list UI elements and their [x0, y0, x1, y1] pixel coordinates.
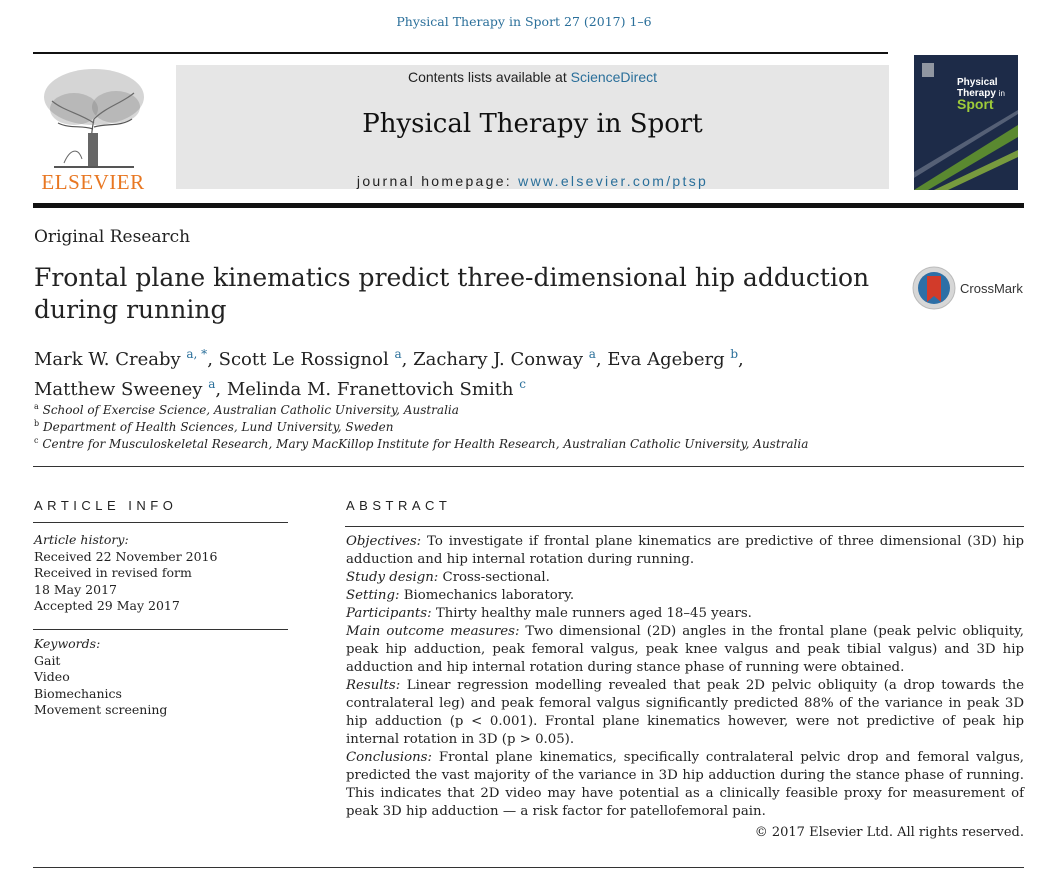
homepage-line	[176, 173, 889, 189]
abstract-text: Thirty healthy male runners aged 18–45 years.	[435, 606, 752, 621]
abstract-paragraph	[346, 749, 1024, 821]
author[interactable]: Eva Ageberg	[607, 349, 725, 370]
contents-line	[176, 69, 889, 85]
author-affiliation-marker[interactable]: a	[208, 377, 216, 391]
sciencedirect-link[interactable]: ScienceDirect	[570, 69, 657, 85]
abstract-label: Conclusions:	[346, 750, 432, 765]
abstract-label: Objectives:	[346, 534, 422, 549]
cover-artwork	[914, 55, 1018, 190]
history-item: Accepted 29 May 2017	[34, 598, 180, 613]
section-divider	[33, 466, 1024, 467]
affiliation-marker: a	[34, 402, 39, 411]
abstract-paragraph	[346, 587, 1024, 605]
affiliation-text: Department of Health Sciences, Lund University, Sweden	[42, 420, 394, 434]
abstract-text: Linear regression modelling revealed that peak 2D pelvic obliquity (a drop towards the contralateral leg) and peak femoral valgus significantly predicted 88% of the variance in peak 3D hip adduction (p < 0.001). Frontal plane kinematics however, were not predictive of peak hip internal rotation in 3D (p > 0.05).	[346, 678, 1024, 747]
author-affiliation-marker[interactable]: b	[730, 347, 739, 361]
abstract-body	[346, 533, 1024, 821]
author-separator: ,	[738, 349, 744, 370]
history-item: Received 22 November 2016	[34, 548, 218, 564]
author-separator: ,	[595, 349, 608, 370]
abstract-text: To investigate if frontal plane kinematics are predictive of three dimensional (3D) hip adduction and hip internal rotation during running.	[346, 534, 1025, 567]
journal-citation[interactable]: Physical Therapy in Sport 27 (2017) 1–6	[396, 14, 652, 29]
header-thick-rule	[33, 203, 1024, 208]
author[interactable]: Melinda M. Franettovich Smith	[226, 379, 514, 400]
author[interactable]: Mark W. Creaby	[34, 349, 181, 370]
cover-line-1: Physical	[957, 77, 998, 88]
contents-prefix: Contents lists available at	[407, 69, 571, 85]
affiliation-marker: b	[34, 419, 40, 428]
keyword: Movement screening	[34, 702, 168, 717]
affiliation	[34, 402, 934, 417]
article-info-rule	[33, 522, 288, 523]
author-affiliation-marker[interactable]: a	[588, 347, 596, 361]
author-separator: ,	[207, 349, 219, 370]
abstract-text: Cross-sectional.	[442, 570, 550, 585]
publisher-wordmark: ELSEVIER	[41, 170, 145, 194]
abstract-paragraph	[346, 533, 1024, 569]
keyword: Biomechanics	[34, 685, 122, 701]
abstract-label: Study design:	[346, 570, 439, 585]
author-affiliation-marker[interactable]: a, *	[186, 347, 208, 361]
abstract-label: Main outcome measures:	[346, 624, 520, 639]
homepage-prefix: journal homepage:	[356, 173, 519, 189]
affiliation-text: Centre for Musculoskeletal Research, Mary MacKillop Institute for Health Research, Australian Catholic University, Australia	[42, 437, 809, 451]
cover-title	[957, 77, 1005, 110]
footer-rule	[33, 867, 1024, 868]
abstract-paragraph	[346, 569, 1024, 587]
author-affiliation-marker[interactable]: c	[519, 377, 526, 391]
cover-in-word: in	[998, 89, 1005, 98]
abstract-text: Biomechanics laboratory.	[403, 588, 575, 603]
abstract-label: Participants:	[346, 606, 432, 621]
journal-banner	[176, 65, 889, 189]
author[interactable]: Zachary J. Conway	[413, 349, 584, 370]
journal-cover-image[interactable]	[914, 55, 1018, 190]
cover-line-2: Therapy	[957, 88, 996, 99]
abstract-text: Frontal plane kinematics, specifically contralateral pelvic drop and femoral valgus, predicted the vast majority of the variance in 3D hip adduction during the stance phase of running. This indicates that 2D video may have potential as a clinically feasible proxy for measurement of peak 3D hip adduction — a risk factor for patellofemoral pain.	[346, 750, 1024, 819]
article-history	[34, 532, 217, 615]
keywords-rule	[33, 629, 288, 630]
affiliation-text: School of Exercise Science, Australian Catholic University, Australia	[42, 403, 459, 417]
history-label: Article history:	[34, 532, 129, 547]
author-separator: ,	[401, 349, 414, 370]
history-item: 18 May 2017	[34, 581, 117, 597]
author[interactable]: Scott Le Rossignol	[218, 349, 389, 370]
affiliation-marker: c	[34, 436, 39, 445]
abstract-heading: ABSTRACT	[346, 498, 452, 513]
keyword: Video	[34, 669, 70, 684]
affiliation	[34, 419, 934, 434]
article-info-heading: ARTICLE INFO	[34, 498, 178, 513]
crossmark-icon[interactable]	[912, 266, 956, 310]
header-rule	[33, 52, 888, 54]
homepage-link[interactable]: www.elsevier.com/ptsp	[518, 173, 709, 189]
author-list	[34, 342, 934, 402]
abstract-paragraph	[346, 605, 1024, 623]
abstract-paragraph	[346, 623, 1024, 677]
abstract-paragraph	[346, 677, 1024, 749]
article-type: Original Research	[34, 227, 191, 247]
abstract-text: Two dimensional (2D) angles in the frontal plane (peak pelvic obliquity, peak hip adduction, peak femoral valgus, peak knee valgus and peak tibial valgus) and 3D hip adduction and hip internal rotation during stance phase of running were obtained.	[346, 624, 1025, 675]
copyright-notice: © 2017 Elsevier Ltd. All rights reserved.	[754, 825, 1024, 840]
author-separator: ,	[215, 379, 227, 400]
author[interactable]: Matthew Sweeney	[34, 379, 203, 400]
abstract-label: Setting:	[346, 588, 400, 603]
history-item: Received in revised form	[34, 565, 192, 580]
abstract-label: Results:	[346, 678, 401, 693]
crossmark-label[interactable]: CrossMark	[960, 281, 1023, 296]
author-affiliation-marker[interactable]: a	[394, 347, 402, 361]
affiliation	[34, 436, 934, 451]
article-title: Frontal plane kinematics predict three-dimensional hip adduction during running	[34, 263, 870, 324]
keyword: Gait	[34, 652, 61, 668]
keywords-label: Keywords:	[34, 636, 101, 651]
journal-title: Physical Therapy in Sport	[362, 109, 703, 139]
cover-line-3: Sport	[957, 96, 994, 112]
abstract-rule	[345, 526, 1024, 527]
keywords	[34, 636, 167, 719]
